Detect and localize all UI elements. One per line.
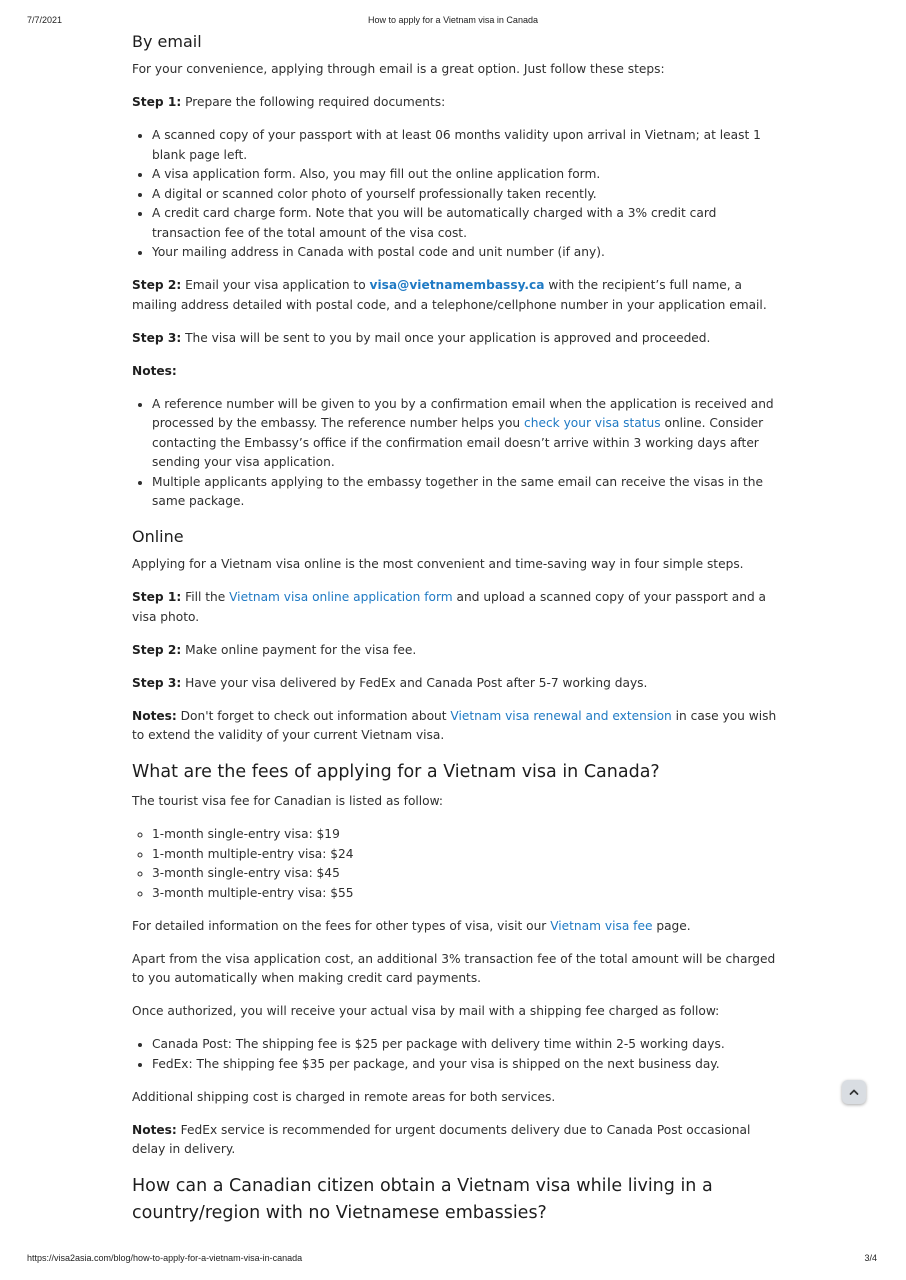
remote-area-text: Additional shipping cost is charged in remote areas for both services. <box>132 1089 556 1104</box>
list-item: ◦ 1-month single-entry visa: $19 <box>152 825 777 845</box>
note-text: Don't forget to check out information about <box>176 708 451 723</box>
note-text: online. Consider contacting the Embassy’s office if the confirmation email doesn’t arrive within 3 working days after sending your visa application. <box>152 416 764 469</box>
print-page-number: 3/4 <box>864 1253 877 1263</box>
list-item: ◦ 3-month multiple-entry visa: $55 <box>152 884 777 904</box>
email-step-2 <box>132 276 777 315</box>
check-visa-status-link[interactable]: check your visa status <box>524 416 661 430</box>
online-application-form-link[interactable]: Vietnam visa online application form <box>229 590 453 604</box>
list-item: • FedEx: The shipping fee $35 per package, and your visa is shipped on the next business day. <box>152 1055 777 1075</box>
list-item: • A credit card charge form. Note that you will be automatically charged with a 3% credit card transaction fee of the total amount of the visa cost. <box>152 204 777 243</box>
step-text: with the recipient’s full name, a mailing address detailed with postal code, and a telephone/cellphone number in your application email. <box>132 278 767 312</box>
embassy-email-link[interactable]: visa@vietnamembassy.ca <box>369 278 545 292</box>
paragraph-text: For detailed information on the fees for other types of visa, visit our <box>132 918 551 933</box>
fees-intro: The tourist visa fee for Canadian is listed as follow: <box>132 794 444 808</box>
list-item: • A scanned copy of your passport with at least 06 months validity upon arrival in Vietnam; at least 1 blank page left. <box>152 126 777 165</box>
list-item: • Your mailing address in Canada with postal code and unit number (if any). <box>152 243 777 263</box>
note-text: A reference number will be given to you by a confirmation email when the application is received and processed by the embassy. The reference number helps you <box>152 396 774 430</box>
email-step-3 <box>132 329 777 349</box>
step-text: Email your visa application to <box>181 278 370 292</box>
email-intro: For your convenience, applying through email is a great option. Just follow these steps: <box>132 62 665 76</box>
email-step-1 <box>132 93 777 113</box>
notes-label: Notes: <box>132 363 177 378</box>
tourist-fee-list <box>132 825 777 903</box>
step-text: Prepare the following required documents: <box>181 95 446 109</box>
list-item: • Multiple applicants applying to the embassy together in the same email can receive the visas in the same package. <box>152 473 777 512</box>
shipping-intro: Once authorized, you will receive your actual visa by mail with a shipping fee charged as follow: <box>132 1004 720 1018</box>
notes-label: Notes: <box>132 1122 177 1137</box>
step-text: Make online payment for the visa fee. <box>181 642 417 657</box>
list-item: • A digital or scanned color photo of yourself professionally taken recently. <box>152 185 777 205</box>
print-header-title: How to apply for a Vietnam visa in Canada <box>368 15 538 25</box>
list-item <box>152 395 777 473</box>
scroll-to-top-button[interactable] <box>842 1080 866 1104</box>
online-notes <box>132 707 777 746</box>
heading-online: Online <box>132 527 184 546</box>
chevron-up-icon <box>849 1083 859 1101</box>
list-item: • Canada Post: The shipping fee is $25 per package with delivery time within 2-5 working days. <box>152 1035 777 1055</box>
transaction-fee-text: Apart from the visa application cost, an additional 3% transaction fee of the total amount will be charged to you automatically when making credit card payments. <box>132 951 776 985</box>
online-step-3 <box>132 674 777 694</box>
online-step-1 <box>132 588 777 627</box>
email-notes-list <box>132 395 777 512</box>
fees-detail <box>132 917 777 937</box>
step-label: Step 2: <box>132 278 182 292</box>
notes-label: Notes: <box>132 708 177 723</box>
online-step-2 <box>132 641 777 661</box>
print-footer-url: https://visa2asia.com/blog/how-to-apply-for-a-vietnam-visa-in-canada <box>27 1253 303 1263</box>
shipping-fee-list <box>132 1035 777 1074</box>
step-label: Step 3: <box>132 675 182 690</box>
step-text: The visa will be sent to you by mail once your application is approved and proceeded. <box>181 330 711 345</box>
step-text: Fill the <box>181 590 230 604</box>
heading-fees: What are the fees of applying for a Vietnam visa in Canada? <box>132 762 660 782</box>
step-text: Have your visa delivered by FedEx and Canada Post after 5-7 working days. <box>181 675 648 690</box>
list-item: ◦ 1-month multiple-entry visa: $24 <box>152 845 777 865</box>
step-label: Step 3: <box>132 330 182 345</box>
step-label: Step 1: <box>132 95 182 109</box>
print-date: 7/7/2021 <box>27 15 63 25</box>
visa-renewal-extension-link[interactable]: Vietnam visa renewal and extension <box>450 708 672 723</box>
email-notes-label <box>132 362 777 382</box>
step-text: and upload a scanned copy of your passport and a visa photo. <box>132 590 767 624</box>
list-item: • A visa application form. Also, you may fill out the online application form. <box>152 165 777 185</box>
note-text: FedEx service is recommended for urgent documents delivery due to Canada Post occasional delay in delivery. <box>132 1122 751 1156</box>
heading-by-email: By email <box>132 32 202 51</box>
heading-no-embassy: How can a Canadian citizen obtain a Vietnam visa while living in a country/region with no Vietnamese embassies? <box>132 1176 713 1223</box>
step-label: Step 1: <box>132 590 182 604</box>
note-text: in case you wish to extend the validity of your current Vietnam visa. <box>132 708 777 742</box>
online-intro: Applying for a Vietnam visa online is the most convenient and time-saving way in four simple steps. <box>132 557 744 571</box>
required-documents-list <box>132 126 777 263</box>
paragraph-text: page. <box>652 918 691 933</box>
step-label: Step 2: <box>132 642 182 657</box>
fees-notes <box>132 1121 777 1160</box>
article-content <box>132 30 777 1233</box>
list-item: ◦ 3-month single-entry visa: $45 <box>152 864 777 884</box>
visa-fee-link[interactable]: Vietnam visa fee <box>550 918 653 933</box>
